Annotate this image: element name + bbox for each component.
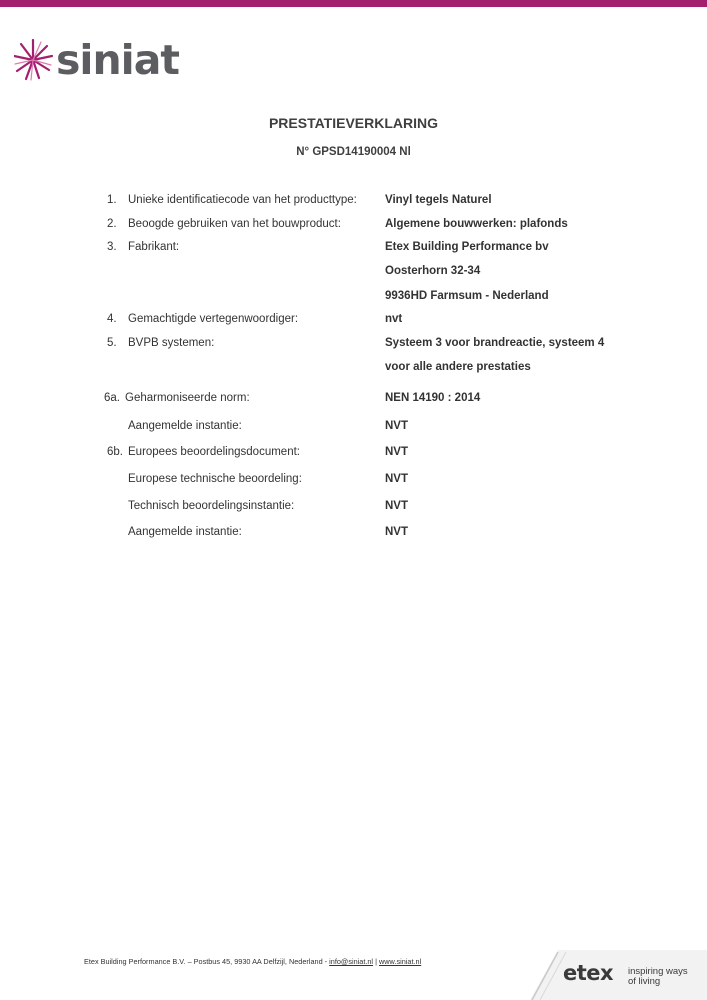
- item-label: Geharmoniseerde norm:: [125, 392, 250, 404]
- item-label: Technisch beoordelingsinstantie:: [128, 500, 295, 512]
- logo-wordmark: siniat: [56, 36, 179, 84]
- item-number: 3.: [107, 241, 117, 253]
- item-value: 9936HD Farmsum - Nederland: [385, 290, 549, 302]
- item-label: Europese technische beoordeling:: [128, 473, 302, 485]
- item-value: Etex Building Performance bv: [385, 241, 549, 253]
- item-number: 4.: [107, 313, 117, 325]
- footer-email-link[interactable]: info@siniat.nl: [329, 957, 374, 966]
- document-number: N° GPSD14190004 Nl: [296, 146, 411, 158]
- item-value: NVT: [385, 420, 408, 432]
- footer-address: [84, 957, 421, 966]
- item-label: Europees beoordelingsdocument:: [128, 446, 300, 458]
- item-label: Gemachtigde vertegenwoordiger:: [128, 313, 299, 325]
- item-value: NVT: [385, 500, 408, 512]
- item-value: NVT: [385, 526, 408, 538]
- etex-logo: etex: [563, 961, 614, 985]
- item-value: voor alle andere prestaties: [385, 361, 531, 373]
- item-label: Beoogde gebruiken van het bouwproduct:: [128, 218, 341, 230]
- item-value: nvt: [385, 313, 403, 325]
- top-accent-bar: [0, 0, 707, 7]
- item-value: Algemene bouwwerken: plafonds: [385, 218, 568, 230]
- footer-website-link[interactable]: www.siniat.nl: [379, 957, 422, 966]
- item-value: Systeem 3 voor brandreactie, systeem 4: [385, 337, 605, 349]
- etex-tagline-line2: of living: [628, 976, 661, 987]
- item-value: NVT: [385, 446, 408, 458]
- item-number: 6b.: [107, 446, 123, 458]
- item-value: Oosterhorn 32-34: [385, 265, 481, 277]
- item-value: NVT: [385, 473, 408, 485]
- etex-tagline: [628, 967, 698, 987]
- item-number: 1.: [107, 194, 117, 206]
- document-title: PRESTATIEVERKLARING: [268, 115, 439, 131]
- item-label: Aangemelde instantie:: [128, 420, 242, 432]
- item-value: Vinyl tegels Naturel: [385, 194, 492, 206]
- siniat-logo: [14, 36, 194, 84]
- item-number: 5.: [107, 337, 117, 349]
- star-icon: [14, 36, 54, 84]
- item-number: 6a.: [104, 392, 120, 404]
- item-label: Aangemelde instantie:: [128, 526, 242, 538]
- item-value: NEN 14190 : 2014: [385, 392, 481, 404]
- etex-tagline-line1: inspiring ways: [628, 966, 688, 977]
- item-label: BVPB systemen:: [128, 337, 215, 349]
- footer-company: Etex Building Performance B.V. – Postbus 45, 9930 AA Delfzijl, Nederland -: [84, 957, 330, 966]
- footer-separator: |: [373, 957, 380, 966]
- item-number: 2.: [107, 218, 117, 230]
- item-label: Fabrikant:: [128, 241, 180, 253]
- item-label: Unieke identificatiecode van het producttype:: [128, 194, 357, 206]
